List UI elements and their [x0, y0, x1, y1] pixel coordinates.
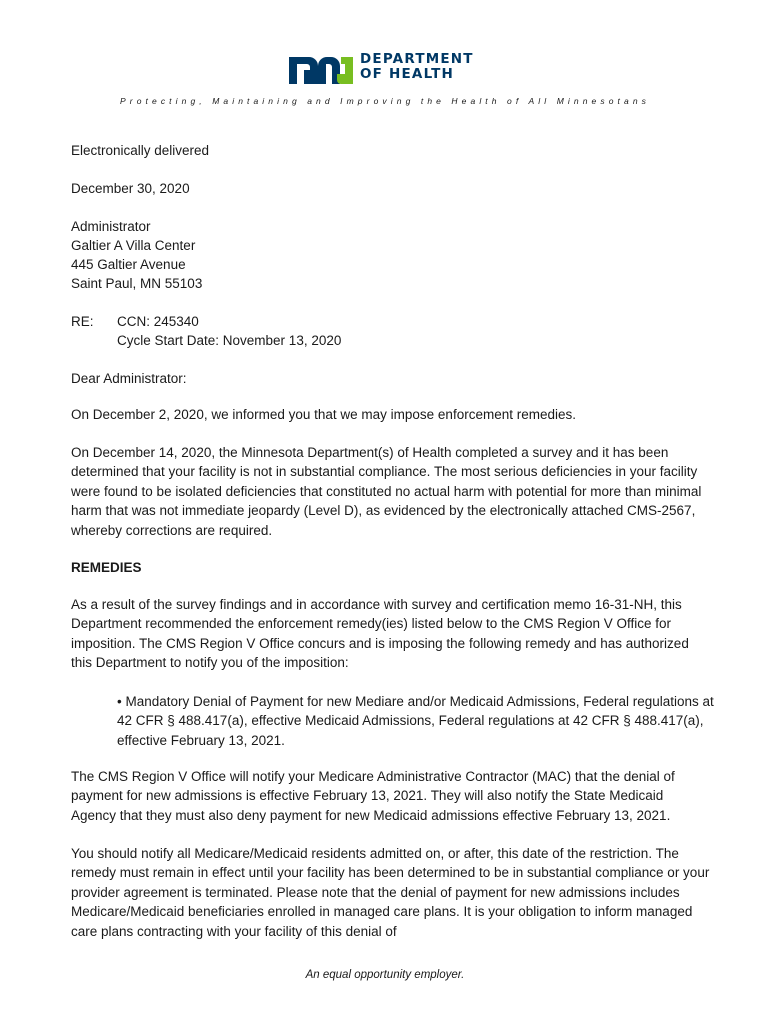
- salutation: Dear Administrator:: [71, 371, 187, 386]
- paragraph-3: As a result of the survey findings and in accordance with survey and certification memo 16-31-NH, this Department recommended the enforcement remedy(ies) listed below to the CMS Region V Office for imposition. The CMS Region V Office concurs and is imposing the following remedy and has authorized this Department to notify you of the imposition:: [71, 597, 689, 671]
- re-line: CCN: 245340: [117, 314, 199, 329]
- address-line: Administrator: [71, 219, 151, 234]
- mn-logo-icon: [289, 54, 353, 84]
- paragraph-5: You should notify all Medicare/Medicaid residents admitted on, or after, this date of the restriction. The remedy must remain in effect until your facility has been determined to be in substantial compliance or your provider agreement is terminated. Please note that the denial of payment for new admissions includes Medicare/Medicaid beneficiaries enrolled in managed care plans. It is your obligation to inform managed care plans contracting with your facility of this denial of: [71, 846, 710, 939]
- dept-line-1: DEPARTMENT: [360, 51, 474, 67]
- re-line: Cycle Start Date: November 13, 2020: [117, 333, 342, 348]
- paragraph-2: On December 14, 2020, the Minnesota Department(s) of Health completed a survey and it has been determined that your facility is not in substantial compliance. The most serious deficiencies in your facility were found to be isolated deficiencies that constituted no actual harm with potential for more than minimal harm that was not immediate jeopardy (Level D), as evidenced by the electronically attached CMS-2567, whereby corrections are required.: [71, 445, 702, 538]
- delivery-note: Electronically delivered: [71, 143, 210, 158]
- dept-line-2: OF HEALTH: [360, 66, 455, 82]
- address-line: 445 Galtier Avenue: [71, 257, 186, 272]
- paragraph-1: On December 2, 2020, we informed you that we may impose enforcement remedies.: [71, 407, 576, 422]
- address-line: Galtier A Villa Center: [71, 238, 196, 253]
- remedies-heading: REMEDIES: [71, 560, 142, 575]
- dept-name: [360, 52, 474, 82]
- remedy-bullet: • Mandatory Denial of Payment for new Mediare and/or Medicaid Admissions, Federal regulations at 42 CFR § 488.417(a), effective Medicaid Admissions, Federal regulations at 42 CFR § 488.417(a), effective February 13, 2021.: [117, 694, 714, 748]
- paragraph-4: The CMS Region V Office will notify your Medicare Administrative Contractor (MAC) that the denial of payment for new admissions is effective February 13, 2021. They will also notify the State Medicaid Agency that they must also deny payment for new Medicaid admissions effective February 13, 2021.: [71, 769, 675, 823]
- mdh-logo: [289, 52, 489, 86]
- tagline: Protecting, Maintaining and Improving the Health of All Minnesotans: [120, 96, 650, 106]
- footer-note: An equal opportunity employer.: [305, 969, 465, 981]
- letter-date: December 30, 2020: [71, 181, 190, 196]
- address-line: Saint Paul, MN 55103: [71, 276, 203, 291]
- re-label: RE:: [71, 314, 94, 329]
